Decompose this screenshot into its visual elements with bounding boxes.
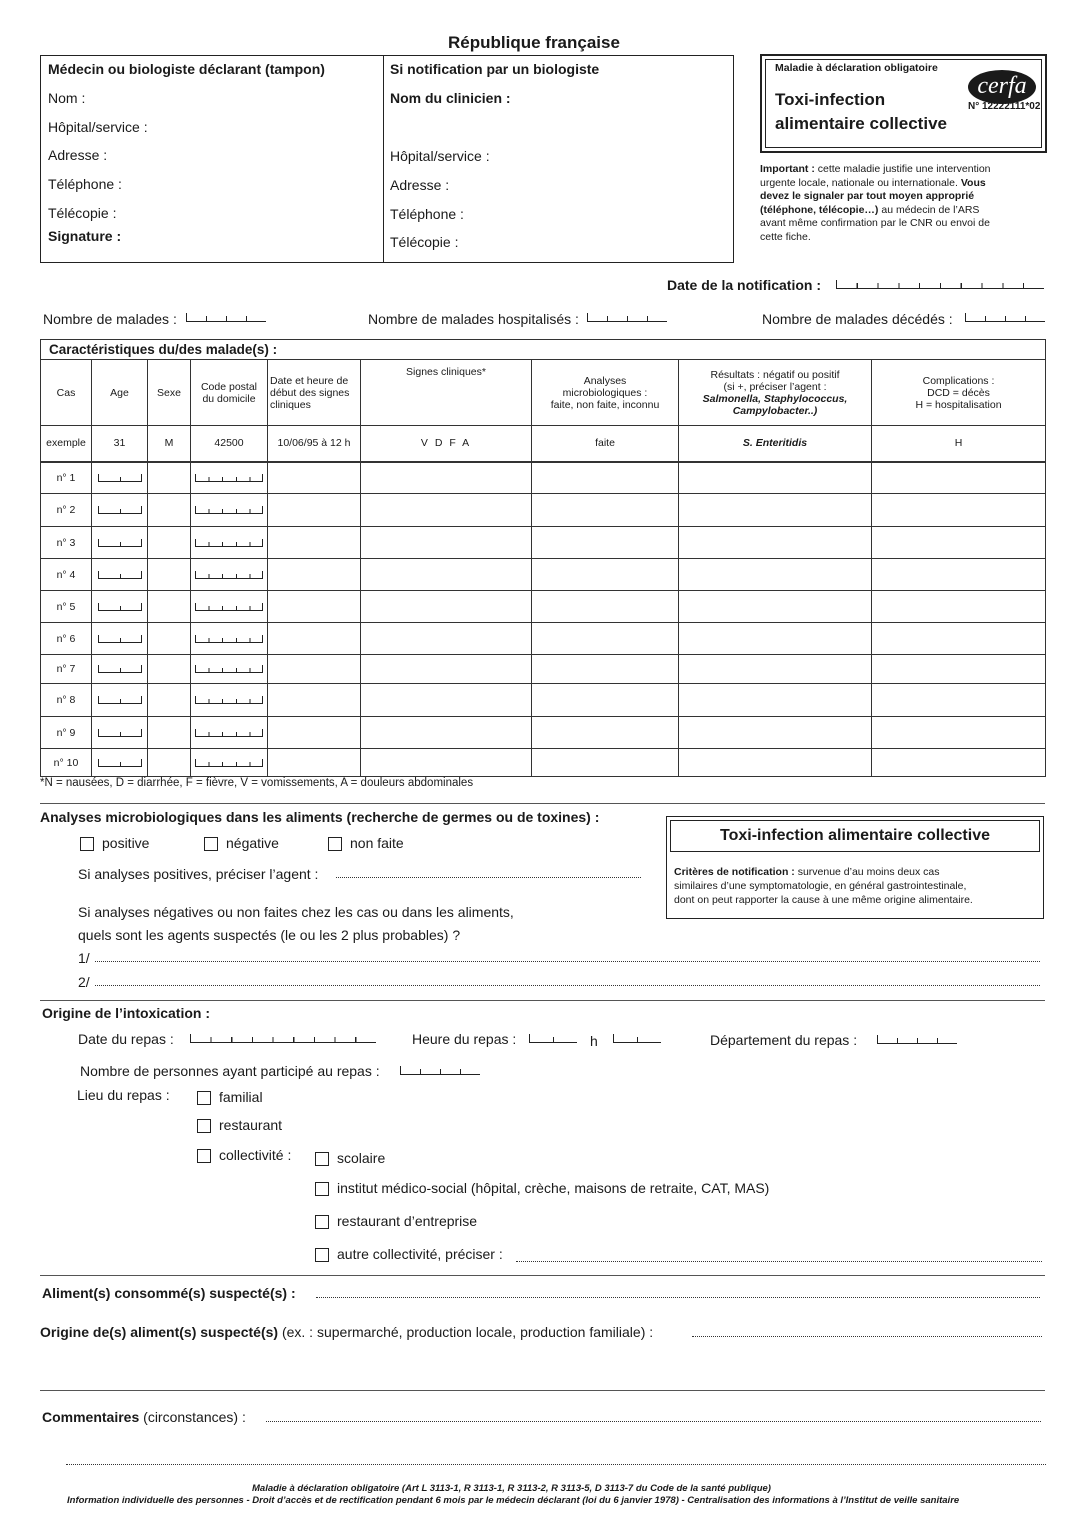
agent-2-label: 2/	[78, 974, 90, 990]
date-cell[interactable]	[268, 591, 361, 623]
age-ticks[interactable]	[98, 665, 142, 673]
analyses-cell[interactable]	[532, 591, 679, 623]
important-text-3: au médecin de l’ARS	[881, 203, 980, 216]
complications-cell[interactable]	[872, 559, 1046, 591]
age-ticks[interactable]	[98, 696, 142, 704]
signes-cell[interactable]	[361, 494, 532, 527]
analyses-line-3: faite, non faite, inconnu	[550, 398, 660, 411]
criteria-text-3: dont on peut rapporter la cause à une même origine alimentaire.	[674, 894, 973, 906]
declarant-signature[interactable]: Signature :	[48, 228, 122, 244]
commentaires-field-2[interactable]	[66, 1464, 1046, 1465]
col-header-age: Age	[92, 360, 148, 426]
cerfa-mdo: Maladie à déclaration obligatoire	[775, 62, 938, 74]
important-bold-2: devez le signaler par tout moyen approprié	[760, 190, 975, 202]
checkbox-institut[interactable]	[315, 1182, 329, 1196]
example-row	[41, 426, 1046, 462]
notification-date-label: Date de la notification :	[667, 277, 822, 293]
row-cas-label: n° 7	[41, 655, 92, 684]
signes-cell[interactable]	[361, 717, 532, 749]
comp-line-2: DCD = décès	[927, 386, 990, 399]
table-row	[41, 559, 1046, 591]
example-signes: V D F A	[361, 426, 532, 462]
row-cas-label: n° 8	[41, 684, 92, 717]
checkbox-positive[interactable]	[80, 837, 94, 851]
age-ticks[interactable]	[98, 729, 142, 737]
cp-cell[interactable]	[191, 591, 268, 623]
biologiste-clinicien[interactable]: Nom du clinicien :	[390, 90, 511, 106]
example-age: 31	[92, 426, 148, 462]
option-scolaire[interactable]	[315, 1150, 385, 1166]
row-cas-label: n° 3	[41, 527, 92, 559]
important-label: Important :	[760, 163, 815, 175]
departement-label: Département du repas :	[710, 1032, 858, 1048]
example-cas: exemple	[41, 426, 92, 462]
analyses-line-1: Analyses	[583, 374, 627, 387]
row-cas-label: n° 10	[41, 749, 92, 777]
declarant-telecopie[interactable]: Télécopie :	[48, 205, 117, 221]
criteria-text	[674, 865, 1040, 907]
age-cell[interactable]	[92, 684, 148, 717]
declarant-hopital[interactable]: Hôpital/service :	[48, 119, 148, 135]
commentaires-text: (circonstances) :	[143, 1409, 246, 1425]
criteria-label: Critères de notification :	[674, 866, 795, 878]
cp-cell[interactable]	[191, 684, 268, 717]
age-ticks[interactable]	[98, 635, 142, 643]
age-cell[interactable]	[92, 623, 148, 655]
analyses-line-2: microbiologiques :	[562, 386, 648, 399]
cp-cell[interactable]	[191, 559, 268, 591]
example-sexe: M	[148, 426, 191, 462]
nombre-personnes-label: Nombre de personnes ayant participé au repas :	[80, 1063, 380, 1079]
restaurant-entreprise-label: restaurant d’entreprise	[337, 1213, 478, 1229]
table-row	[41, 684, 1046, 717]
date-cell[interactable]	[268, 494, 361, 527]
separator-1	[40, 803, 1045, 804]
cerfa-numero: N° 12222111*02	[968, 101, 1041, 112]
option-restaurant[interactable]	[197, 1117, 282, 1133]
checkbox-non-faite[interactable]	[328, 837, 342, 851]
cp-ticks[interactable]	[195, 506, 263, 514]
autre-label: autre collectivité, préciser :	[337, 1246, 503, 1262]
declarant-adresse[interactable]: Adresse :	[48, 147, 108, 163]
signes-cell[interactable]	[361, 591, 532, 623]
age-cell[interactable]	[92, 494, 148, 527]
hospitalises-field[interactable]	[587, 313, 667, 322]
sexe-cell[interactable]	[148, 717, 191, 749]
checkbox-restaurant-entreprise[interactable]	[315, 1215, 329, 1229]
complications-cell[interactable]	[872, 623, 1046, 655]
complications-cell[interactable]	[872, 717, 1046, 749]
origine-aliments-bold: Origine de(s) aliment(s) suspecté(s)	[40, 1324, 279, 1340]
decedes-label: Nombre de malades décédés :	[762, 311, 953, 327]
cp-cell[interactable]	[191, 527, 268, 559]
row-cas-label: n° 9	[41, 717, 92, 749]
col-header-date	[268, 360, 361, 426]
resultats-cell[interactable]	[679, 717, 872, 749]
positive-label: positive	[102, 835, 150, 851]
date-cell[interactable]	[268, 749, 361, 777]
notification-date-field[interactable]	[836, 280, 1044, 289]
cp-ticks[interactable]	[195, 539, 263, 547]
comp-line-1: Complications :	[922, 374, 995, 387]
decedes-field[interactable]	[965, 313, 1045, 322]
example-complications: H	[872, 426, 1046, 462]
autre-field[interactable]	[516, 1261, 1042, 1262]
agent-1-label: 1/	[78, 950, 90, 966]
cp-ticks[interactable]	[195, 696, 263, 704]
sexe-cell[interactable]	[148, 655, 191, 684]
date-cell[interactable]	[268, 623, 361, 655]
criteria-title: Toxi-infection alimentaire collective	[720, 827, 990, 844]
res-line-1: Résultats : négatif ou positif	[710, 368, 840, 381]
cp-ticks[interactable]	[195, 571, 263, 579]
separator-3	[40, 1275, 1045, 1276]
analyses-cell[interactable]	[532, 527, 679, 559]
declarant-title: Médecin ou biologiste déclarant (tampon)	[48, 61, 325, 77]
declarant-nom[interactable]: Nom :	[48, 90, 86, 106]
example-date: 10/06/95 à 12 h	[268, 426, 361, 462]
complications-cell[interactable]	[872, 494, 1046, 527]
age-ticks[interactable]	[98, 571, 142, 579]
important-text-5: cette fiche.	[760, 230, 811, 243]
table-row	[41, 655, 1046, 684]
table-row	[41, 623, 1046, 655]
sexe-cell[interactable]	[148, 494, 191, 527]
age-cell[interactable]	[92, 559, 148, 591]
signes-cell[interactable]	[361, 655, 532, 684]
col-header-analyses	[532, 360, 679, 426]
aliments-suspects-field[interactable]	[316, 1297, 1040, 1298]
criteria-text-2: similaires d’une symptomatologie, en général gastrointestinale,	[674, 880, 967, 892]
option-negative[interactable]	[204, 835, 279, 851]
malades-field[interactable]	[186, 313, 266, 322]
aliments-suspects-label: Aliment(s) consommé(s) suspecté(s) :	[42, 1285, 296, 1301]
sexe-cell[interactable]	[148, 559, 191, 591]
agent-1-field[interactable]	[95, 961, 1040, 962]
criteria-text-1: survenue d’au moins deux cas	[797, 866, 940, 878]
analyses-cell[interactable]	[532, 494, 679, 527]
cp-ticks[interactable]	[195, 665, 263, 673]
origine-title: Origine de l’intoxication :	[42, 1005, 211, 1021]
malades-label: Nombre de malades :	[43, 311, 177, 327]
age-ticks[interactable]	[98, 539, 142, 547]
cp-cell[interactable]	[191, 749, 268, 777]
age-ticks[interactable]	[98, 506, 142, 514]
cerfa-title-2: alimentaire collective	[775, 114, 947, 133]
cp-cell[interactable]	[191, 655, 268, 684]
option-autre[interactable]	[315, 1246, 503, 1262]
checkbox-autre[interactable]	[315, 1248, 329, 1262]
date-cell[interactable]	[268, 462, 361, 494]
complications-cell[interactable]	[872, 462, 1046, 494]
age-cell[interactable]	[92, 717, 148, 749]
commentaires-bold: Commentaires	[42, 1409, 140, 1425]
signes-cell[interactable]	[361, 527, 532, 559]
resultats-cell[interactable]	[679, 559, 872, 591]
familial-label: familial	[219, 1089, 263, 1105]
agent-2-field[interactable]	[95, 985, 1040, 986]
complications-cell[interactable]	[872, 655, 1046, 684]
option-familial[interactable]	[197, 1089, 263, 1105]
page-title: République française	[448, 33, 620, 52]
table-row	[41, 749, 1046, 777]
footer-line-1: Maladie à déclaration obligatoire (Art L 3113-1, R 3113-1, R 3113-2, R 3113-5, D 3113-7 du Code de la santé publique)	[252, 1483, 771, 1494]
row-cas-label: n° 2	[41, 494, 92, 527]
commentaires-field-1[interactable]	[266, 1421, 1041, 1422]
option-positive[interactable]	[80, 835, 149, 851]
cp-ticks[interactable]	[195, 759, 263, 767]
restaurant-label: restaurant	[219, 1117, 283, 1133]
institut-label: institut médico-social (hôpital, crèche, maisons de retraite, CAT, MAS)	[337, 1180, 770, 1196]
table-caption: Caractéristiques du/des malade(s) :	[41, 340, 1046, 360]
col-header-sexe: Sexe	[148, 360, 191, 426]
resultats-cell[interactable]	[679, 527, 872, 559]
example-cp: 42500	[191, 426, 268, 462]
nombre-personnes-field[interactable]	[400, 1066, 480, 1075]
cp-cell[interactable]	[191, 494, 268, 527]
date-cell[interactable]	[268, 717, 361, 749]
date-cell[interactable]	[268, 527, 361, 559]
biologiste-telecopie[interactable]: Télécopie :	[390, 234, 459, 250]
declarant-telephone[interactable]: Téléphone :	[48, 176, 122, 192]
cp-line-2: du domicile	[202, 392, 256, 405]
resultats-cell[interactable]	[679, 684, 872, 717]
option-restaurant-entreprise[interactable]	[315, 1213, 477, 1229]
resultats-cell[interactable]	[679, 655, 872, 684]
checkbox-restaurant[interactable]	[197, 1119, 211, 1133]
negative-label: négative	[226, 835, 279, 851]
comp-line-3: H = hospitalisation	[915, 398, 1002, 411]
sexe-cell[interactable]	[148, 462, 191, 494]
si-positives-label: Si analyses positives, préciser l’agent :	[78, 866, 319, 882]
cp-ticks[interactable]	[195, 729, 263, 737]
cp-ticks[interactable]	[195, 635, 263, 643]
example-analyses: faite	[532, 426, 679, 462]
signes-cell[interactable]	[361, 623, 532, 655]
col-header-cp	[191, 360, 268, 426]
option-collectivite[interactable]	[197, 1147, 291, 1163]
res-line-4: Campylobacter..)	[732, 404, 818, 417]
si-negatives-line-2: quels sont les agents suspectés (le ou les 2 plus probables) ?	[78, 927, 461, 943]
hospitalises-label: Nombre de malades hospitalisés :	[368, 311, 579, 327]
important-bold-3: (téléphone, télécopie…)	[760, 203, 879, 216]
cp-line-1: Code postal	[200, 380, 258, 393]
separator-2	[40, 1000, 1045, 1001]
date-cell[interactable]	[268, 684, 361, 717]
date-repas-label: Date du repas :	[78, 1031, 174, 1047]
resultats-cell[interactable]	[679, 494, 872, 527]
date-line-1: Date et heure de	[270, 374, 349, 387]
signes-label: Signes cliniques*	[406, 366, 486, 378]
complications-cell[interactable]	[872, 527, 1046, 559]
cerfa-title-1: Toxi-infection	[775, 90, 886, 109]
origine-aliments-text: (ex. : supermarché, production locale, production familiale) :	[281, 1324, 654, 1340]
complications-cell[interactable]	[872, 684, 1046, 717]
declarant-box	[40, 55, 734, 263]
resultats-cell[interactable]	[679, 623, 872, 655]
age-cell[interactable]	[92, 749, 148, 777]
complications-cell[interactable]	[872, 749, 1046, 777]
important-text-4: avant même confirmation par le CNR ou envoi de	[760, 217, 990, 229]
si-positives-field[interactable]	[336, 877, 641, 878]
table-row	[41, 527, 1046, 559]
row-cas-label: n° 5	[41, 591, 92, 623]
table-row	[41, 462, 1046, 494]
biologiste-telephone[interactable]: Téléphone :	[390, 206, 464, 222]
heure-repas-label: Heure du repas :	[412, 1031, 517, 1047]
analyses-cell[interactable]	[532, 655, 679, 684]
sexe-cell[interactable]	[148, 527, 191, 559]
signes-cell[interactable]	[361, 559, 532, 591]
age-cell[interactable]	[92, 462, 148, 494]
cp-ticks[interactable]	[195, 474, 263, 482]
table-row	[41, 591, 1046, 623]
cp-ticks[interactable]	[195, 603, 263, 611]
important-notice	[760, 163, 1054, 244]
table-row	[41, 494, 1046, 527]
signes-cell[interactable]	[361, 462, 532, 494]
biologiste-title: Si notification par un biologiste	[390, 61, 600, 77]
heure-h: h	[590, 1033, 598, 1049]
checkbox-negative[interactable]	[204, 837, 218, 851]
date-cell[interactable]	[268, 559, 361, 591]
col-header-complications	[872, 360, 1046, 426]
age-ticks[interactable]	[98, 474, 142, 482]
biologiste-hopital[interactable]: Hôpital/service :	[390, 148, 490, 164]
option-institut[interactable]	[315, 1180, 769, 1196]
example-resultats: S. Enteritidis	[679, 426, 872, 462]
option-non-faite[interactable]	[328, 835, 404, 851]
important-text-2: urgente locale, nationale ou internationale.	[760, 176, 958, 189]
collectivite-label: collectivité :	[219, 1147, 292, 1163]
analyses-cell[interactable]	[532, 684, 679, 717]
sexe-cell[interactable]	[148, 623, 191, 655]
important-vous: Vous	[960, 176, 986, 189]
row-cas-label: n° 1	[41, 462, 92, 494]
biologiste-adresse[interactable]: Adresse :	[390, 177, 450, 193]
sexe-cell[interactable]	[148, 684, 191, 717]
signes-cell[interactable]	[361, 749, 532, 777]
age-cell[interactable]	[92, 591, 148, 623]
resultats-cell[interactable]	[679, 591, 872, 623]
resultats-cell[interactable]	[679, 749, 872, 777]
separator-4	[40, 1390, 1045, 1391]
cp-cell[interactable]	[191, 462, 268, 494]
analyses-cell[interactable]	[532, 462, 679, 494]
age-ticks[interactable]	[98, 759, 142, 767]
analyses-cell[interactable]	[532, 559, 679, 591]
col-header-cas: Cas	[41, 360, 92, 426]
sexe-cell[interactable]	[148, 749, 191, 777]
aliments-title: Analyses microbiologiques dans les aliments (recherche de germes ou de toxines) :	[40, 809, 600, 825]
origine-aliments-label	[40, 1324, 653, 1340]
signes-cell[interactable]	[361, 684, 532, 717]
row-cas-label: n° 4	[41, 559, 92, 591]
age-ticks[interactable]	[98, 603, 142, 611]
checkbox-scolaire[interactable]	[315, 1152, 329, 1166]
cp-cell[interactable]	[191, 717, 268, 749]
row-cas-label: n° 6	[41, 623, 92, 655]
date-repas-field[interactable]	[190, 1034, 376, 1043]
origine-aliments-field[interactable]	[692, 1336, 1042, 1337]
col-header-signes	[361, 360, 532, 426]
res-line-3: Salmonella, Staphylococcus,	[702, 392, 848, 405]
footer-line-2: Information individuelle des personnes - Droit d’accès et de rectification pendant 6 mois par le médecin déclarant (loi du 6 janvier 1978) - Centralisation des informations à l’Institut de veille sanitaire	[67, 1495, 960, 1506]
age-cell[interactable]	[92, 527, 148, 559]
analyses-cell[interactable]	[532, 749, 679, 777]
table-footnote: *N = nausées, D = diarrhée, F = fièvre, V = vomissements, A = douleurs abdominales	[40, 777, 474, 789]
patients-table	[40, 339, 1046, 777]
heure-repas-hours[interactable]	[529, 1034, 577, 1043]
departement-field[interactable]	[877, 1035, 957, 1044]
date-line-3: cliniques	[270, 398, 311, 411]
declarant-divider	[383, 56, 384, 262]
scolaire-label: scolaire	[337, 1150, 386, 1166]
col-header-resultats	[679, 360, 872, 426]
age-cell[interactable]	[92, 655, 148, 684]
checkbox-collectivite[interactable]	[197, 1149, 211, 1163]
date-cell[interactable]	[268, 655, 361, 684]
non-faite-label: non faite	[350, 835, 404, 851]
table-row	[41, 717, 1046, 749]
complications-cell[interactable]	[872, 591, 1046, 623]
si-negatives-line-1: Si analyses négatives ou non faites chez les cas ou dans les aliments,	[78, 904, 514, 920]
heure-repas-minutes[interactable]	[613, 1034, 661, 1043]
important-text-1: cette maladie justifie une intervention	[817, 163, 991, 175]
resultats-cell[interactable]	[679, 462, 872, 494]
cerfa-logo: cerfa	[968, 70, 1036, 104]
analyses-cell[interactable]	[532, 623, 679, 655]
commentaires-label	[42, 1409, 246, 1425]
cp-cell[interactable]	[191, 623, 268, 655]
sexe-cell[interactable]	[148, 591, 191, 623]
lieu-repas-label: Lieu du repas :	[77, 1087, 170, 1103]
date-line-2: début des signes	[270, 386, 350, 399]
checkbox-familial[interactable]	[197, 1091, 211, 1105]
analyses-cell[interactable]	[532, 717, 679, 749]
res-line-2: (si +, préciser l’agent :	[723, 380, 827, 393]
